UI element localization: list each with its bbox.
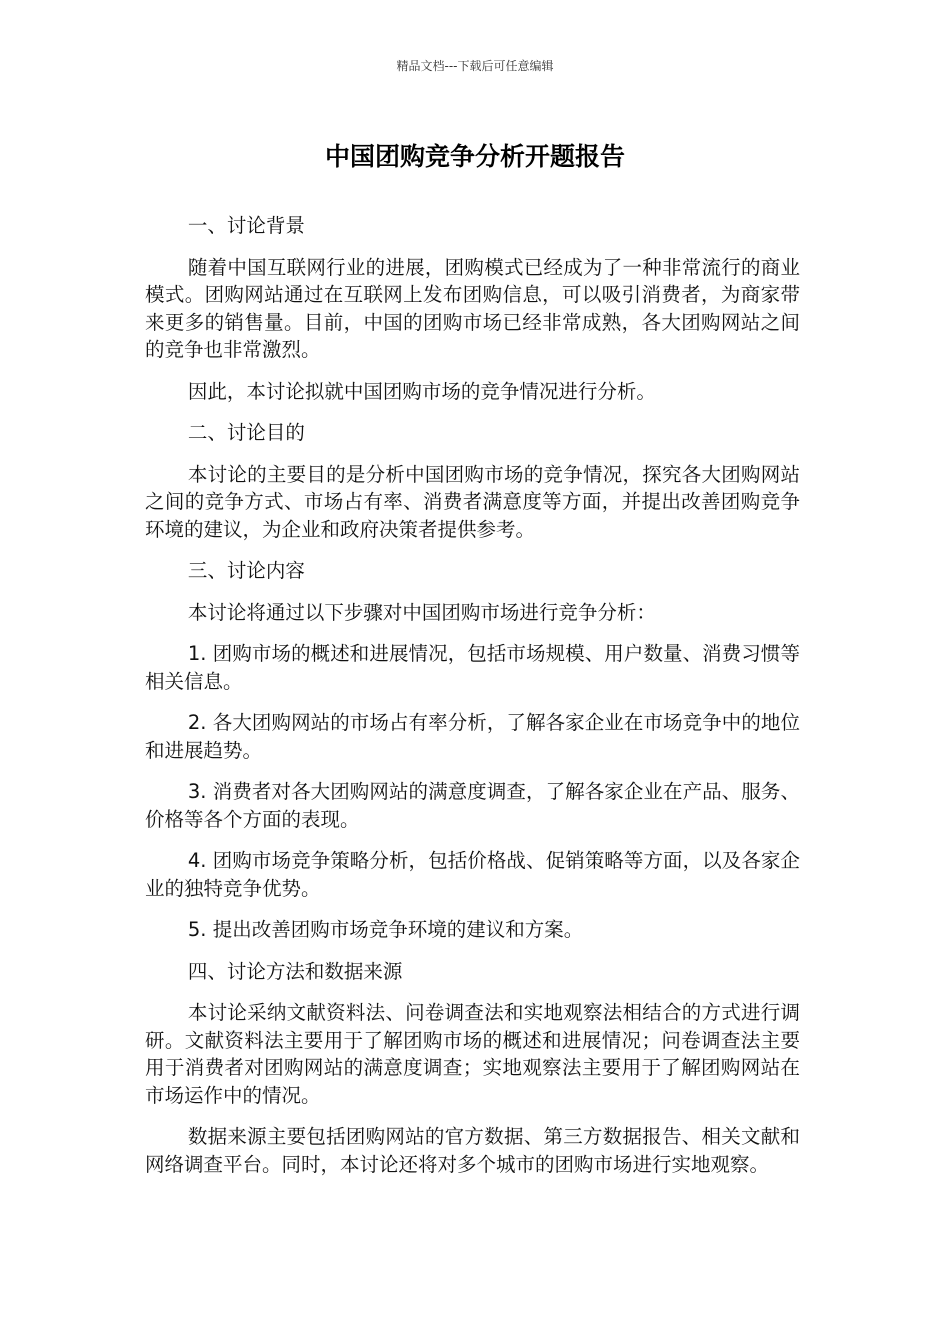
- section-heading-purpose: 二、讨论目的: [187, 421, 305, 444]
- paragraph-background: 随着中国互联网行业的进展，团购模式已经成为了一种非常流行的商业模式。团购网站通过在互联网上发布团购信息，可以吸引消费者，为商家带来更多的销售量。目前，中国的团购市场已经非常成熟，各大团购网站之间的竞争也非常激烈。: [145, 255, 800, 361]
- section-heading-content: 三、讨论内容: [187, 559, 305, 582]
- list-item-2: 2. 各大团购网站的市场占有率分析，了解各家企业在市场竞争中的地位和进展趋势。: [145, 711, 800, 762]
- document-title: 中国团购竞争分析开题报告: [324, 142, 625, 171]
- paragraph-therefore: 因此，本讨论拟就中国团购市场的竞争情况进行分析。: [187, 379, 656, 403]
- document-body: [145, 212, 800, 1192]
- paragraph-purpose: 本讨论的主要目的是分析中国团购市场的竞争情况，探究各大团购网站之间的竞争方式、市场占有率、消费者满意度等方面，并提出改善团购竞争环境的建议，为企业和政府决策者提供参考。: [145, 462, 800, 541]
- list-item-4: 4. 团购市场竞争策略分析，包括价格战、促销策略等方面，以及各家企业的独特竞争优势。: [145, 849, 800, 900]
- paragraph-methods: 本讨论采纳文献资料法、问卷调查法和实地观察法相结合的方式进行调研。文献资料法主要用于了解团购市场的概述和进展情况；问卷调查法主要用于消费者对团购网站的满意度调查；实地观察法主要用于了解团购网站在市场运作中的情况。: [145, 1001, 800, 1107]
- paragraph-data-sources: 数据来源主要包括团购网站的官方数据、第三方数据报告、相关文献和网络调查平台。同时，本讨论还将对多个城市的团购市场进行实地观察。: [145, 1125, 800, 1176]
- list-item-5: 5. 提出改善团购市场竞争环境的建议和方案。: [187, 918, 584, 941]
- section-heading-methods: 四、讨论方法和数据来源: [187, 959, 403, 983]
- list-item-1: 1. 团购市场的概述和进展情况，包括市场规模、用户数量、消费习惯等相关信息。: [145, 642, 800, 693]
- section-heading-background: 一、讨论背景: [187, 214, 305, 237]
- header-note: 精品文档---下载后可任意编辑: [396, 59, 554, 73]
- paragraph-content-intro: 本讨论将通过以下步骤对中国团购市场进行竞争分析：: [187, 600, 656, 624]
- list-item-3: 3. 消费者对各大团购网站的满意度调查，了解各家企业在产品、服务、价格等各个方面的表现。: [145, 780, 800, 831]
